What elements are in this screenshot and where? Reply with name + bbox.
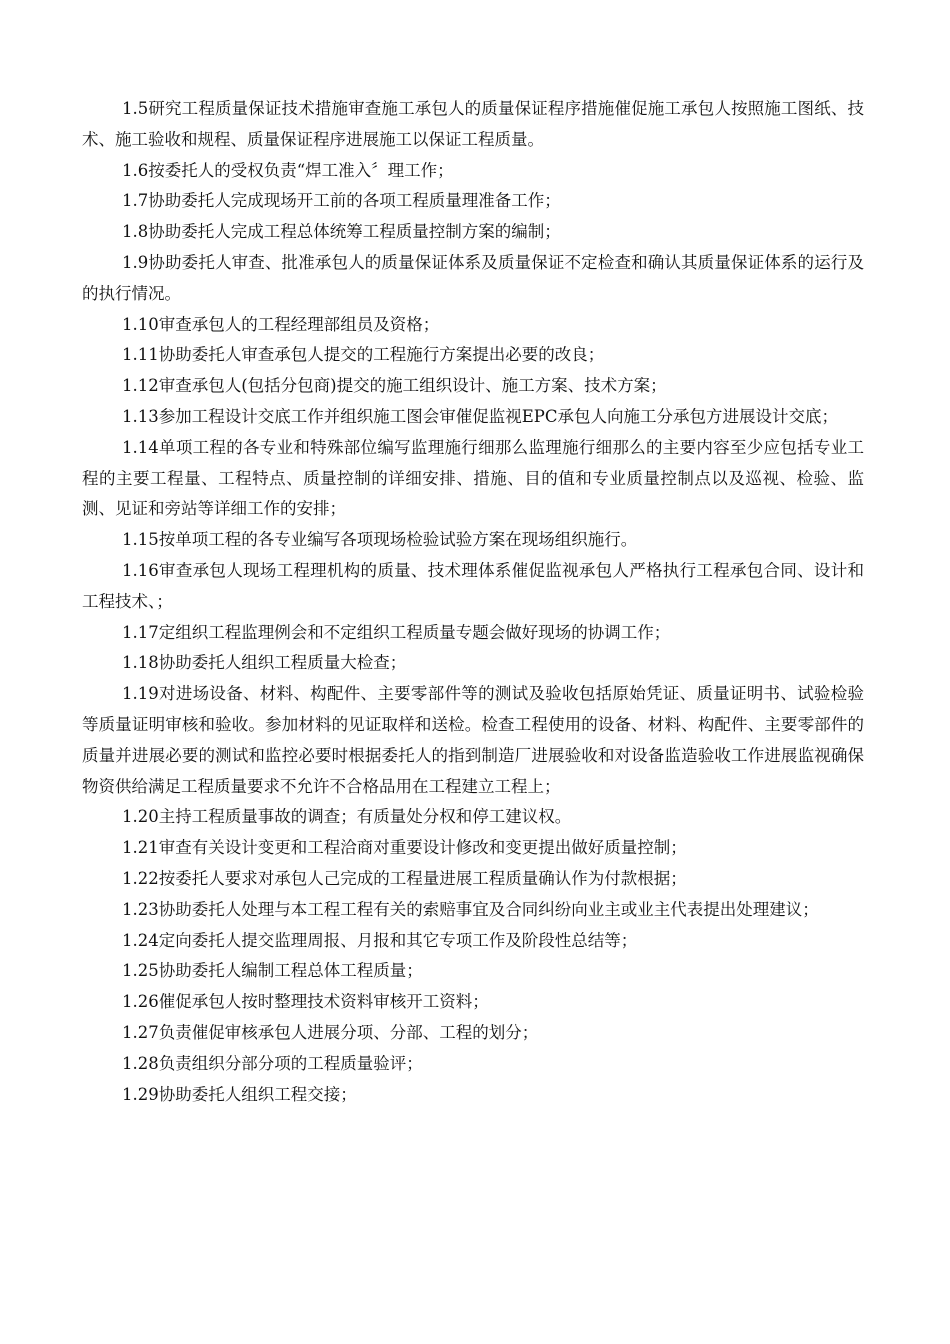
clause-1-7: 1.7协助委托人完成现场开工前的各项工程质量理准备工作；	[122, 191, 561, 211]
clause-1-14: 1.14单项工程的各专业和特殊部位编写监理施行细那么监理施行细那么的主要内容至少应包括专业工程的主要工程量、工程特点、质量控制的详细安排、措施、目的值和专业质量控制点以及巡视、检验、监测、见证和旁站等详细工作的安排；	[82, 437, 864, 519]
clause-1-22: 1.22按委托人要求对承包人己完成的工程量进展工程质量确认作为付款根据；	[122, 868, 687, 888]
clause-1-25: 1.25协助委托人编制工程总体工程质量；	[122, 961, 423, 981]
clause-1-17: 1.17定组织工程监理例会和不定组织工程质量专题会做好现场的协调工作；	[122, 622, 671, 642]
clause-1-10: 1.10审查承包人的工程经理部组员及资格；	[122, 314, 440, 334]
clause-1-12: 1.12审查承包人(包括分包商)提交的施工组织设计、施工方案、技术方案；	[122, 376, 667, 396]
clause-1-24: 1.24定向委托人提交监理周报、月报和其它专项工作及阶段性总结等；	[122, 930, 638, 950]
document-page	[82, 94, 864, 1110]
clause-1-8: 1.8协助委托人完成工程总体统筹工程质量控制方案的编制；	[122, 222, 561, 242]
clause-1-27: 1.27负责催促审核承包人进展分项、分部、工程的划分；	[122, 1022, 539, 1042]
clause-1-9: 1.9协助委托人审查、批准承包人的质量保证体系及质量保证不定检查和确认其质量保证体系的运行及的执行情况。	[82, 252, 864, 303]
clause-1-11: 1.11协助委托人审查承包人提交的工程施行方案提出必要的改良；	[122, 345, 605, 365]
clause-1-13: 1.13参加工程设计交底工作并组织施工图会审催促监视EPC承包人向施工分承包方进展设计交底；	[122, 406, 839, 426]
clause-1-19: 1.19对进场设备、材料、构配件、主要零部件等的测试及验收包括原始凭证、质量证明书、试验检验等质量证明审核和验收。参加材料的见证取样和送检。检查工程使用的设备、材料、构配件、主要零部件的质量并进展必要的测试和监控必要时根据委托人的指到制造厂进展验收和对设备监造验收工作进展监视确保物资供给满足工程质量要求不允许不合格品用在工程建立工程上；	[82, 684, 864, 796]
clause-1-28: 1.28负责组织分部分项的工程质量验评；	[122, 1053, 423, 1073]
clause-1-26: 1.26催促承包人按时整理技术资料审核开工资料；	[122, 992, 489, 1012]
clause-1-16: 1.16审查承包人现场工程理机构的质量、技术理体系催促监视承包人严格执行工程承包合同、设计和工程技术、；	[82, 560, 864, 611]
clause-1-21: 1.21审查有关设计变更和工程洽商对重要设计修改和变更提出做好质量控制；	[122, 838, 687, 858]
clause-1-5: 1.5研究工程质量保证技术措施审查施工承包人的质量保证程序措施催促施工承包人按照施工图纸、技术、施工验收和规程、质量保证程序进展施工以保证工程质量。	[82, 99, 864, 149]
clause-1-29: 1.29协助委托人组织工程交接；	[122, 1084, 357, 1104]
clause-1-6: 1.6按委托人的受权负责“焊工准入〞理工作；	[122, 160, 454, 180]
clause-1-23: 1.23协助委托人处理与本工程工程有关的索赔事宜及合同纠纷向业主或业主代表提出处理建议；	[122, 899, 819, 919]
clause-1-20: 1.20主持工程质量事故的调查；有质量处分权和停工建议权。	[122, 807, 572, 827]
clause-1-18: 1.18协助委托人组织工程质量大检查；	[122, 653, 407, 673]
clause-1-15: 1.15按单项工程的各专业编写各项现场检验试验方案在现场组织施行。	[122, 530, 638, 550]
